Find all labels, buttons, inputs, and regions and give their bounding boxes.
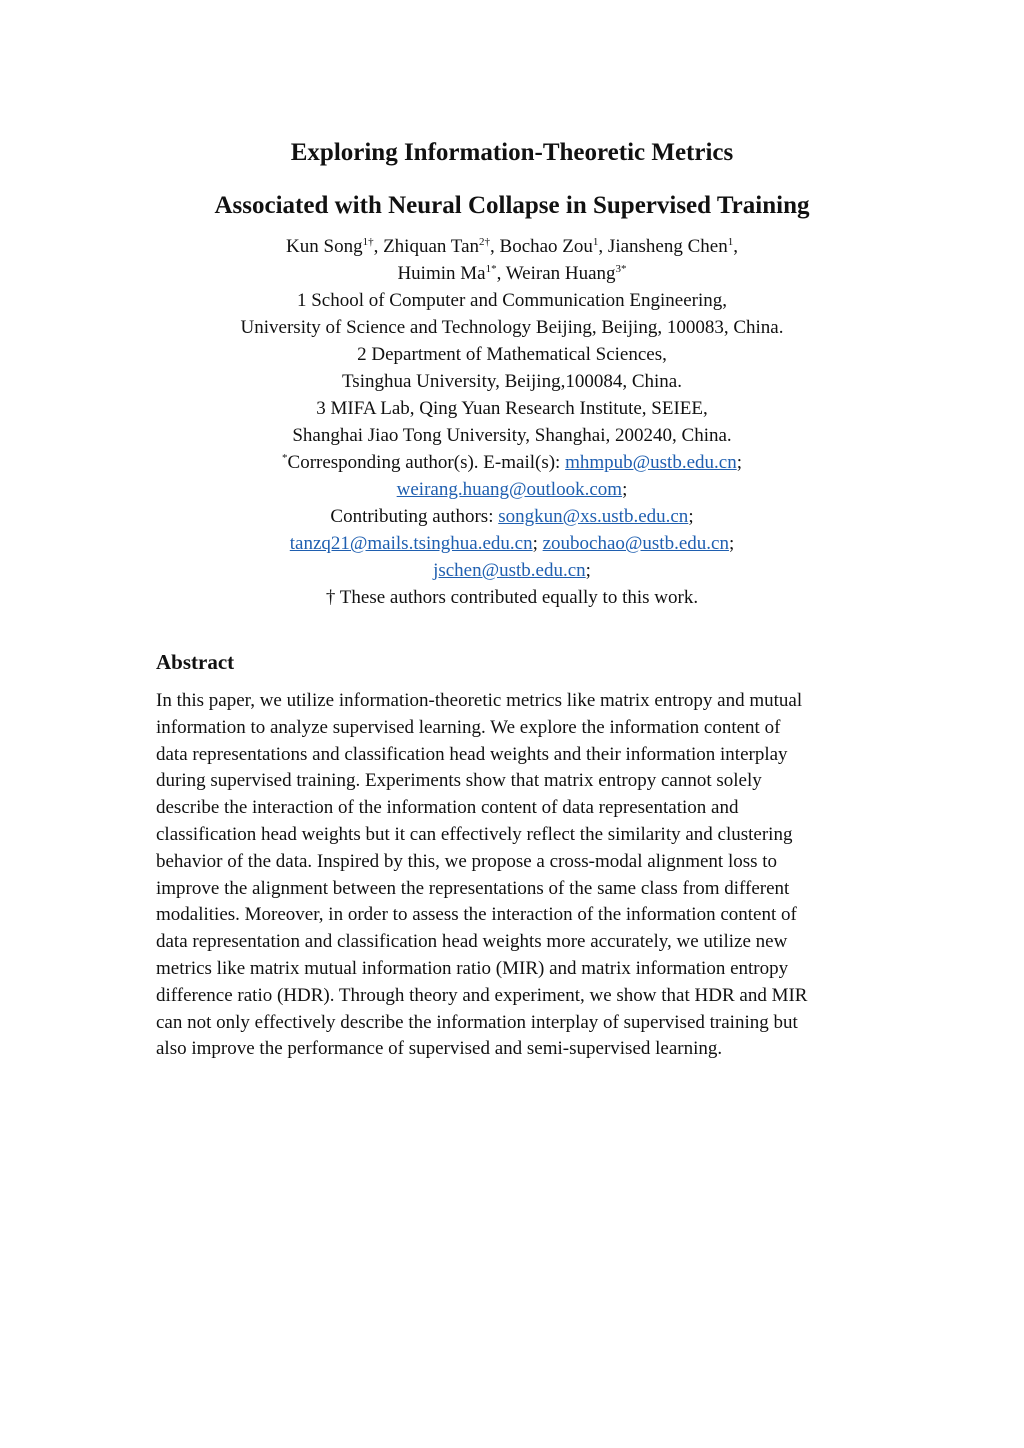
- email-separator: ;: [728, 533, 735, 554]
- author-name: Bochao Zou: [499, 236, 593, 257]
- author-name: Zhiquan Tan: [383, 236, 480, 257]
- abstract-line: also improve the performance of supervised and semi-supervised learning.: [156, 1038, 723, 1060]
- author-name: Jiansheng Chen: [607, 236, 728, 257]
- abstract-line: during supervised training. Experiments show that matrix entropy cannot solely: [156, 770, 762, 792]
- email-link[interactable]: songkun@xs.ustb.edu.cn: [498, 506, 689, 527]
- author-separator: ,: [733, 236, 738, 257]
- author-separator: ,: [373, 236, 384, 257]
- email-link[interactable]: zoubochao@ustb.edu.cn: [542, 533, 729, 554]
- email-link[interactable]: weirang.huang@outlook.com: [396, 479, 623, 500]
- author-name: Kun Song: [286, 236, 363, 257]
- paper-title-line-2: Associated with Neural Collapse in Supervised Training: [214, 192, 810, 219]
- author-line-2: [0, 260, 1024, 287]
- affiliation-line: Shanghai Jiao Tong University, Shanghai, 200240, China.: [292, 425, 732, 446]
- email-link[interactable]: mhmpub@ustb.edu.cn: [565, 452, 737, 473]
- abstract-line: information to analyze supervised learning. We explore the information content of: [156, 716, 781, 738]
- abstract-line: behavior of the data. Inspired by this, we propose a cross-modal alignment loss to: [156, 850, 778, 872]
- author-affiliation-mark: 3*: [615, 263, 627, 275]
- paper-title-line-1: Exploring Information-Theoretic Metrics: [290, 139, 734, 166]
- affiliation-line: 2 Department of Mathematical Sciences,: [357, 344, 667, 365]
- author-separator: ,: [496, 263, 506, 284]
- author-affiliation-mark: 1: [727, 236, 734, 248]
- email-separator: ;: [736, 452, 742, 473]
- email-link[interactable]: tanzq21@mails.tsinghua.edu.cn: [289, 533, 533, 554]
- equal-contribution-note: † These authors contributed equally to this work.: [325, 587, 699, 608]
- contributing-label: Contributing authors:: [330, 506, 499, 527]
- author-affiliation-mark: 1†: [362, 236, 374, 248]
- author-line-1: [0, 233, 1024, 260]
- author-affiliation-mark: 1*: [485, 263, 497, 275]
- corresponding-line-2: [0, 476, 1024, 503]
- corresponding-line: [0, 449, 1024, 476]
- front-matter: [0, 233, 1024, 611]
- contributing-line: [0, 503, 1024, 530]
- affiliation-line: University of Science and Technology Beijing, Beijing, 100083, China.: [240, 317, 784, 338]
- abstract-line: can not only effectively describe the information interplay of supervised training but: [156, 1011, 798, 1033]
- email-separator: ;: [532, 533, 543, 554]
- affiliation-line: 3 MIFA Lab, Qing Yuan Research Institute, SEIEE,: [316, 398, 708, 419]
- abstract-line: In this paper, we utilize information-theoretic metrics like matrix entropy and mutual: [156, 690, 803, 711]
- abstract-line: describe the interaction of the information content of data representation and: [156, 797, 739, 819]
- abstract-line: data representation and classification head weights more accurately, we utilize new: [156, 931, 788, 953]
- email-separator: ;: [688, 506, 694, 527]
- author-separator: ,: [598, 236, 608, 257]
- abstract-line: metrics like matrix mutual information ratio (MIR) and matrix information entropy: [156, 957, 789, 979]
- affiliation-line: Tsinghua University, Beijing,100084, China.: [342, 371, 682, 392]
- abstract-body: [156, 688, 876, 1063]
- abstract-line: classification head weights but it can effectively reflect the similarity and clustering: [156, 823, 793, 845]
- author-affiliation-mark: 1: [592, 236, 599, 248]
- email-link[interactable]: jschen@ustb.edu.cn: [433, 560, 586, 581]
- abstract-heading: Abstract: [156, 650, 235, 674]
- contributing-line-2: [0, 530, 1024, 557]
- author-name: Weiran Huang: [505, 263, 616, 284]
- abstract-line: improve the alignment between the representations of the same class from different: [156, 877, 790, 899]
- email-separator: ;: [585, 560, 591, 581]
- author-name: Huimin Ma: [397, 263, 486, 284]
- author-affiliation-mark: 2†: [479, 236, 491, 248]
- corresponding-mark: *: [282, 452, 288, 464]
- affiliation-line: 1 School of Computer and Communication Engineering,: [296, 290, 728, 311]
- email-separator: ;: [622, 479, 628, 500]
- author-separator: ,: [490, 236, 500, 257]
- contributing-line-3: [0, 557, 1024, 584]
- corresponding-label: Corresponding author(s). E-mail(s):: [287, 452, 566, 473]
- abstract-line: modalities. Moreover, in order to assess the interaction of the information content of: [156, 904, 797, 926]
- abstract-line: data representations and classification head weights and their information interplay: [156, 743, 788, 765]
- abstract-line: difference ratio (HDR). Through theory and experiment, we show that HDR and MIR: [156, 984, 808, 1006]
